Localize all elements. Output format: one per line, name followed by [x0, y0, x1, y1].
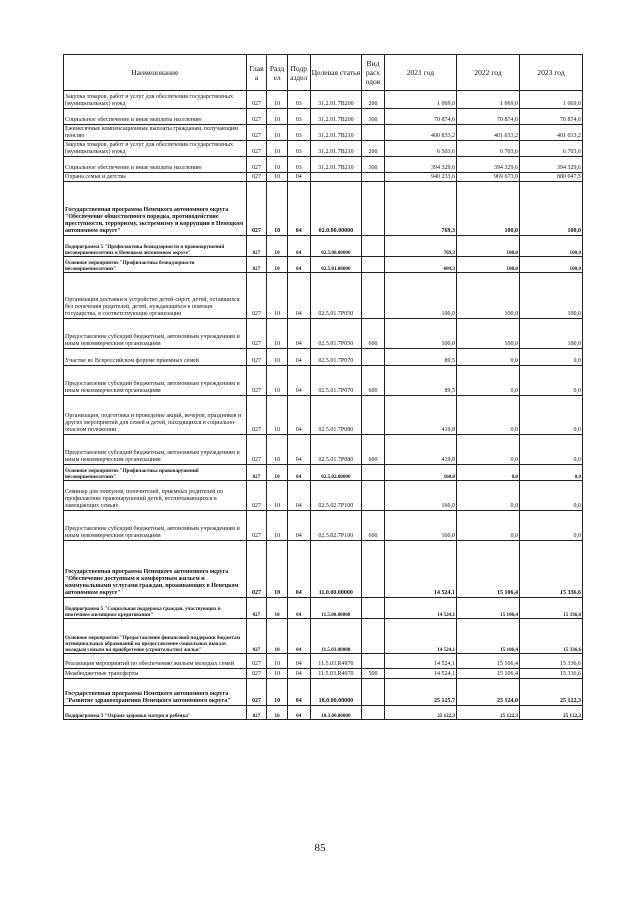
row-expense-type — [362, 273, 385, 319]
row-value-2022: 70 874,6 — [457, 109, 520, 125]
row-name: Участие во Всероссийском форуме приемных семей — [64, 349, 247, 366]
row-value-2023: 15 336,6 — [519, 541, 582, 598]
row-podrazdel: 04 — [287, 257, 310, 273]
row-value-2022: 15 106,4 — [457, 541, 520, 598]
table-row — [64, 619, 583, 654]
row-podrazdel: 04 — [287, 679, 310, 706]
row-razdel: 10 — [267, 349, 288, 366]
row-value-2023: 0,0 — [519, 435, 582, 465]
row-target-article: 31.2.01.7В210 — [310, 141, 362, 157]
row-expense-type — [362, 465, 385, 481]
header-2023: 2023 год — [519, 55, 582, 91]
row-razdel: 10 — [267, 396, 288, 435]
table-row — [64, 669, 583, 679]
row-glava: 027 — [246, 109, 267, 125]
row-name: Организация, подготовка и проведение акций, вечеров, праздников и других мероприятий для семей и детей, находящихся в социально-опасном положении — [64, 396, 247, 435]
row-glava: 027 — [246, 257, 267, 273]
header-row — [64, 55, 583, 91]
row-name: Социальное обеспечение и иные выплаты населению — [64, 109, 247, 125]
row-podrazdel: 03 — [287, 141, 310, 157]
row-name: Семинар для опекунов, попечителей, приемных родителей по профилактике правонарушений детей, воспитывающихся в замещающих семьях — [64, 481, 247, 511]
row-value-2023: 70 874,6 — [519, 109, 582, 125]
row-glava: 027 — [246, 435, 267, 465]
row-expense-type: 600 — [362, 511, 385, 541]
header-target-article: Целевая статья — [310, 55, 362, 91]
row-expense-type — [362, 173, 385, 182]
row-glava: 027 — [246, 511, 267, 541]
row-value-2023: 15 336,6 — [519, 669, 582, 679]
row-podrazdel: 04 — [287, 236, 310, 257]
row-expense-type — [362, 706, 385, 720]
row-value-2022: 0,0 — [457, 481, 520, 511]
row-glava: 027 — [246, 157, 267, 173]
table-row — [64, 319, 583, 349]
row-expense-type — [362, 182, 385, 236]
row-expense-type: 600 — [362, 319, 385, 349]
row-target-article: 18.0.00.00000 — [310, 679, 362, 706]
row-target-article: 11.5.03.R4970 — [310, 669, 362, 679]
row-glava: 027 — [246, 182, 267, 236]
row-value-2022: 100,0 — [457, 236, 520, 257]
row-name: Основное мероприятие "Предоставление финансовой поддержки бюджетам муниципальных образований на предоставление социальных выплат молодым семьям на приобретение (строительство) жилья" — [64, 619, 247, 654]
table-row — [64, 706, 583, 720]
row-value-2023: 25 122,3 — [519, 706, 582, 720]
header-expense-type: Вид расх одов — [362, 55, 385, 91]
row-name: Межбюджетные трансферты — [64, 669, 247, 679]
row-value-2023: 100,0 — [519, 182, 582, 236]
table-row — [64, 654, 583, 669]
row-value-2021: 419,8 — [384, 435, 456, 465]
row-glava: 027 — [246, 396, 267, 435]
row-name: Предоставление субсидий бюджетным, автономным учреждениям и иным некоммерческим организациям — [64, 435, 247, 465]
row-value-2023: 0,0 — [519, 465, 582, 481]
row-name: Подпрограмма 3 "Охрана здоровья матери и ребёнка" — [64, 706, 247, 720]
row-razdel: 10 — [267, 481, 288, 511]
row-razdel: 10 — [267, 91, 288, 109]
row-target-article: 02.5.01.7Р070 — [310, 366, 362, 396]
row-value-2022: 0,0 — [457, 366, 520, 396]
row-podrazdel: 03 — [287, 125, 310, 141]
row-name: Основное мероприятие "Профилактика безнадзорности несовершеннолетних" — [64, 257, 247, 273]
row-expense-type — [362, 349, 385, 366]
row-name: Охрана семьи и детства — [64, 173, 247, 182]
row-razdel: 10 — [267, 109, 288, 125]
row-podrazdel: 04 — [287, 435, 310, 465]
row-glava: 027 — [246, 481, 267, 511]
row-expense-type: 300 — [362, 157, 385, 173]
row-razdel: 10 — [267, 669, 288, 679]
row-razdel: 10 — [267, 125, 288, 141]
row-expense-type — [362, 598, 385, 619]
row-target-article: 11.5.00.00000 — [310, 598, 362, 619]
table-row — [64, 366, 583, 396]
table-row — [64, 173, 583, 182]
row-value-2023: 100,0 — [519, 257, 582, 273]
row-expense-type — [362, 619, 385, 654]
row-value-2023: 100,0 — [519, 273, 582, 319]
row-razdel: 10 — [267, 182, 288, 236]
row-value-2021: 100,0 — [384, 319, 456, 349]
row-name: Закупка товаров, работ и услуг для обеспечения государственных (муниципальных) нужд — [64, 141, 247, 157]
row-value-2021: 14 524,1 — [384, 598, 456, 619]
row-glava: 027 — [246, 91, 267, 109]
row-expense-type: 500 — [362, 669, 385, 679]
row-glava: 027 — [246, 654, 267, 669]
row-target-article: 02.0.00.00000 — [310, 182, 362, 236]
table-row — [64, 157, 583, 173]
row-glava: 027 — [246, 273, 267, 319]
row-razdel: 10 — [267, 619, 288, 654]
row-value-2021: 394 329,6 — [384, 157, 456, 173]
row-target-article: 11.5.03.R4970 — [310, 654, 362, 669]
table-row — [64, 598, 583, 619]
row-glava: 027 — [246, 366, 267, 396]
row-expense-type — [362, 236, 385, 257]
row-podrazdel: 03 — [287, 157, 310, 173]
table-row — [64, 541, 583, 598]
table-row — [64, 396, 583, 435]
row-name: Подпрограмма 5 "Социальная поддержка граждан, участвующих в ипотечном жилищном кредитовании" — [64, 598, 247, 619]
row-value-2021: 160,0 — [384, 481, 456, 511]
row-name: Государственная программа Ненецкого автономного округа "Развитие здравоохранения Ненецкого автономного округа" — [64, 679, 247, 706]
row-razdel: 10 — [267, 679, 288, 706]
row-value-2022: 25 122,3 — [457, 706, 520, 720]
table-row — [64, 435, 583, 465]
table-row — [64, 182, 583, 236]
row-glava: 027 — [246, 706, 267, 720]
row-expense-type: 600 — [362, 435, 385, 465]
row-podrazdel: 04 — [287, 173, 310, 182]
row-name: Государственная программа Ненецкого автономного округа "Обеспечение доступным и комфортным жильем и коммунальными услугами граждан, проживающих в Ненецком автономном округе" — [64, 541, 247, 598]
row-expense-type — [362, 541, 385, 598]
row-podrazdel: 03 — [287, 109, 310, 125]
row-value-2023: 0,0 — [519, 396, 582, 435]
row-podrazdel: 04 — [287, 511, 310, 541]
row-podrazdel: 04 — [287, 598, 310, 619]
row-value-2023: 15 336,6 — [519, 619, 582, 654]
row-value-2021: 14 524,1 — [384, 619, 456, 654]
row-expense-type: 600 — [362, 366, 385, 396]
row-expense-type: 300 — [362, 109, 385, 125]
row-razdel: 10 — [267, 511, 288, 541]
row-razdel: 10 — [267, 157, 288, 173]
row-target-article: 02.5.02.7Р100 — [310, 511, 362, 541]
row-target-article: 02.5.01.7Р050 — [310, 273, 362, 319]
row-razdel: 10 — [267, 273, 288, 319]
row-name: Социальное обеспечение и иные выплаты населению — [64, 157, 247, 173]
row-name: Предоставление субсидий бюджетным, автономным учреждениям и иным некоммерческим организациям — [64, 366, 247, 396]
row-value-2022: 25 124,0 — [457, 679, 520, 706]
table-row — [64, 511, 583, 541]
row-name: Основное мероприятие "Профилактика правонарушений несовершеннолетних" — [64, 465, 247, 481]
row-name: Предоставление субсидий бюджетным, автономным учреждениям и иным некоммерческим организациям — [64, 319, 247, 349]
row-razdel: 10 — [267, 173, 288, 182]
row-value-2021: 14 524,1 — [384, 669, 456, 679]
row-target-article: 02.5.01.7Р080 — [310, 396, 362, 435]
row-name: Реализация мероприятий по обеспечению жильем молодых семей — [64, 654, 247, 669]
table-row — [64, 349, 583, 366]
row-value-2021: 25 122,3 — [384, 706, 456, 720]
row-podrazdel: 04 — [287, 182, 310, 236]
row-value-2021: 70 874,6 — [384, 109, 456, 125]
row-target-article: 02.5.01.7Р070 — [310, 349, 362, 366]
row-glava: 027 — [246, 598, 267, 619]
row-target-article: 11.5.03.00000 — [310, 619, 362, 654]
row-target-article: 02.5.01.00000 — [310, 257, 362, 273]
row-podrazdel: 04 — [287, 273, 310, 319]
row-razdel: 10 — [267, 141, 288, 157]
row-target-article: 31.2.01.7В210 — [310, 157, 362, 173]
row-value-2022: 100,0 — [457, 319, 520, 349]
row-value-2023: 0,0 — [519, 349, 582, 366]
row-razdel: 10 — [267, 598, 288, 619]
row-podrazdel: 03 — [287, 91, 310, 109]
row-expense-type — [362, 257, 385, 273]
row-value-2021: 89,5 — [384, 349, 456, 366]
row-target-article: 02.5.02.00000 — [310, 465, 362, 481]
row-value-2021: 419,8 — [384, 396, 456, 435]
row-target-article: 31.2.01.7В200 — [310, 91, 362, 109]
row-razdel: 10 — [267, 541, 288, 598]
row-target-article — [310, 173, 362, 182]
row-value-2022: 100,0 — [457, 182, 520, 236]
row-razdel: 10 — [267, 465, 288, 481]
row-value-2023: 1 069,0 — [519, 91, 582, 109]
row-value-2022: 394 329,6 — [457, 157, 520, 173]
row-target-article: 11.0.00.00000 — [310, 541, 362, 598]
row-value-2022: 401 033,2 — [457, 125, 520, 141]
table-row — [64, 125, 583, 141]
header-podrazdel: Подр аздел — [287, 55, 310, 91]
row-value-2023: 0,0 — [519, 366, 582, 396]
header-razdel: Разд ел — [267, 55, 288, 91]
table-row — [64, 141, 583, 157]
row-value-2021: 160,0 — [384, 465, 456, 481]
row-value-2021: 14 524,1 — [384, 541, 456, 598]
row-value-2021: 160,0 — [384, 511, 456, 541]
row-expense-type — [362, 125, 385, 141]
row-expense-type — [362, 654, 385, 669]
row-razdel: 10 — [267, 319, 288, 349]
header-2022: 2022 год — [457, 55, 520, 91]
row-value-2023: 394 329,6 — [519, 157, 582, 173]
row-razdel: 10 — [267, 706, 288, 720]
row-value-2023: 401 033,2 — [519, 125, 582, 141]
row-value-2022: 15 106,4 — [457, 598, 520, 619]
row-podrazdel: 04 — [287, 669, 310, 679]
row-target-article: 02.5.01.7Р080 — [310, 435, 362, 465]
row-target-article: 02.5.01.7Р050 — [310, 319, 362, 349]
row-value-2021: 6 503,6 — [384, 141, 456, 157]
row-podrazdel: 04 — [287, 366, 310, 396]
row-value-2021: 400 833,2 — [384, 125, 456, 141]
header-name: Наименование — [64, 55, 247, 91]
row-value-2023: 100,0 — [519, 236, 582, 257]
row-value-2022: 100,0 — [457, 257, 520, 273]
row-name: Закупка товаров, работ и услуг для обеспечения государственных (муниципальных) нужд — [64, 91, 247, 109]
row-razdel: 10 — [267, 366, 288, 396]
row-razdel: 10 — [267, 654, 288, 669]
row-value-2023: 0,0 — [519, 481, 582, 511]
row-value-2022: 1 069,0 — [457, 91, 520, 109]
row-glava: 027 — [246, 141, 267, 157]
row-value-2021: 100,0 — [384, 273, 456, 319]
row-value-2022: 100,0 — [457, 273, 520, 319]
row-value-2021: 25 125,7 — [384, 679, 456, 706]
row-podrazdel: 04 — [287, 349, 310, 366]
row-value-2022: 0,0 — [457, 396, 520, 435]
row-glava: 027 — [246, 319, 267, 349]
row-glava: 027 — [246, 679, 267, 706]
row-podrazdel: 04 — [287, 396, 310, 435]
header-glava: Глав а — [246, 55, 267, 91]
row-name: Государственная программа Ненецкого автономного округа "Обеспечение общественного порядка, противодействие преступности, терроризму, экстремизму и коррупции в Ненецком автономном округе" — [64, 182, 247, 236]
row-value-2022: 15 106,4 — [457, 619, 520, 654]
row-glava: 027 — [246, 349, 267, 366]
row-expense-type: 200 — [362, 91, 385, 109]
row-name: Предоставление субсидий бюджетным, автономным учреждениям и иным некоммерческим организациям — [64, 511, 247, 541]
header-2021: 2021 год — [384, 55, 456, 91]
table-row — [64, 481, 583, 511]
row-podrazdel: 04 — [287, 654, 310, 669]
row-podrazdel: 04 — [287, 319, 310, 349]
row-value-2022: 15 106,4 — [457, 669, 520, 679]
table-row — [64, 679, 583, 706]
budget-table — [63, 54, 583, 720]
page-number: 85 — [314, 842, 326, 854]
row-glava: 027 — [246, 173, 267, 182]
row-glava: 027 — [246, 465, 267, 481]
row-value-2021: 769,3 — [384, 236, 456, 257]
row-value-2022: 969 673,0 — [457, 173, 520, 182]
row-target-article: 02.5.02.7Р100 — [310, 481, 362, 511]
row-expense-type — [362, 396, 385, 435]
row-podrazdel: 04 — [287, 481, 310, 511]
table-row — [64, 91, 583, 109]
row-glava: 027 — [246, 619, 267, 654]
row-target-article: 02.5.00.00000 — [310, 236, 362, 257]
row-value-2023: 15 336,6 — [519, 598, 582, 619]
row-value-2022: 0,0 — [457, 435, 520, 465]
row-glava: 027 — [246, 541, 267, 598]
row-expense-type — [362, 679, 385, 706]
row-podrazdel: 04 — [287, 465, 310, 481]
row-glava: 027 — [246, 669, 267, 679]
table-row — [64, 109, 583, 125]
row-podrazdel: 04 — [287, 619, 310, 654]
table-row — [64, 465, 583, 481]
row-glava: 027 — [246, 125, 267, 141]
row-value-2023: 15 336,6 — [519, 654, 582, 669]
row-razdel: 10 — [267, 435, 288, 465]
row-value-2021: 940 233,6 — [384, 173, 456, 182]
row-name: Подпрограмма 5 "Профилактика безнадзорности и правонарушений несовершеннолетних в Ненецком автономном округе" — [64, 236, 247, 257]
row-value-2021: 89,5 — [384, 366, 456, 396]
row-value-2022: 6 703,6 — [457, 141, 520, 157]
row-value-2022: 15 106,4 — [457, 654, 520, 669]
row-glava: 027 — [246, 236, 267, 257]
row-expense-type — [362, 481, 385, 511]
row-expense-type: 200 — [362, 141, 385, 157]
row-target-article: 18.3.00.00000 — [310, 706, 362, 720]
row-value-2023: 0,0 — [519, 511, 582, 541]
row-podrazdel: 04 — [287, 706, 310, 720]
row-value-2022: 0,0 — [457, 511, 520, 541]
row-name: Ежемесячные компенсационные выплаты гражданам, получающим пенсию — [64, 125, 247, 141]
row-value-2021: 14 524,1 — [384, 654, 456, 669]
row-value-2023: 880 047,5 — [519, 173, 582, 182]
table-row — [64, 273, 583, 319]
row-value-2022: 0,0 — [457, 465, 520, 481]
row-value-2023: 6 703,6 — [519, 141, 582, 157]
row-razdel: 10 — [267, 257, 288, 273]
row-target-article: 31.2.01.7В210 — [310, 125, 362, 141]
row-target-article: 31.2.01.7В200 — [310, 109, 362, 125]
row-value-2023: 100,0 — [519, 319, 582, 349]
row-value-2023: 25 122,3 — [519, 679, 582, 706]
row-razdel: 10 — [267, 236, 288, 257]
table-row — [64, 257, 583, 273]
row-value-2022: 0,0 — [457, 349, 520, 366]
row-name: Организация доставки и устройство детей-сирот, детей, оставшихся без попечения родителей, детей, нуждающихся в помощи государства, в соответствующие организации — [64, 273, 247, 319]
row-value-2021: 1 069,0 — [384, 91, 456, 109]
row-value-2021: 769,3 — [384, 182, 456, 236]
row-value-2021: 609,3 — [384, 257, 456, 273]
table-row — [64, 236, 583, 257]
row-podrazdel: 04 — [287, 541, 310, 598]
